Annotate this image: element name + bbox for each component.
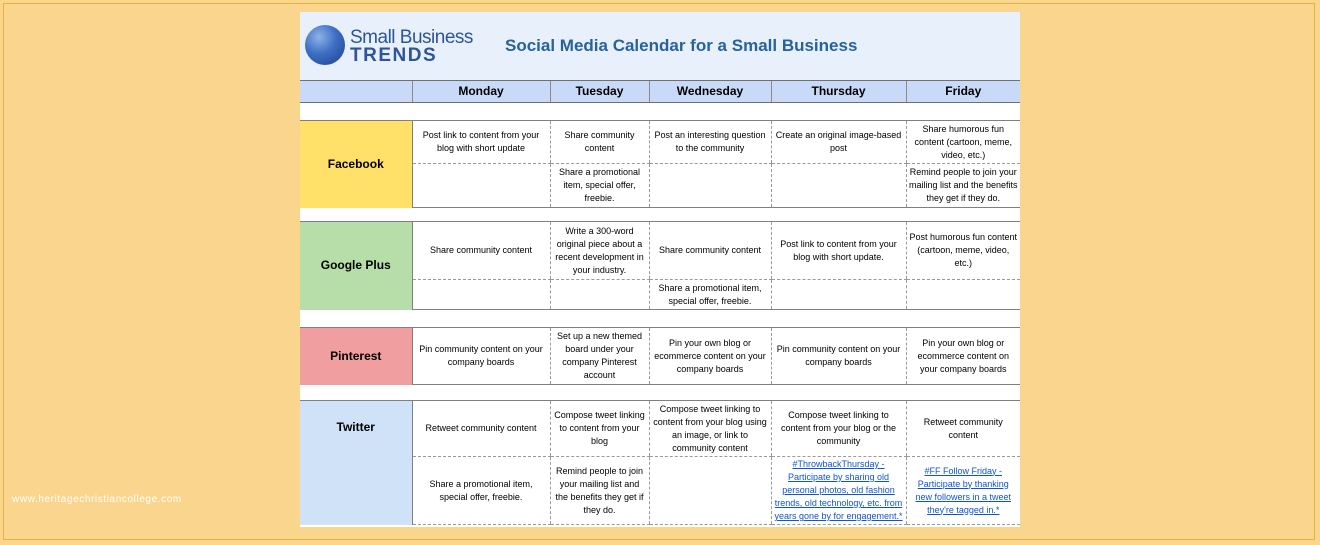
calendar-cell: Retweet community content	[906, 401, 1020, 457]
calendar-cell: Remind people to join your mailing list and the benefits they get if they do.	[550, 457, 649, 525]
globe-logo-icon	[305, 25, 345, 65]
twitter-row	[300, 401, 1020, 457]
calendar-cell: Post humorous fun content (cartoon, meme, video, etc.)	[906, 222, 1020, 280]
calendar-cell	[412, 164, 550, 208]
day-header: Thursday	[771, 81, 906, 103]
calendar-cell: Share community content	[550, 121, 649, 164]
watermark: www.heritagechristiancollege.com	[12, 494, 182, 505]
calendar-cell: Remind people to join your mailing list and the benefits they get if they do.	[906, 164, 1020, 208]
brand-subname: TRENDS	[350, 45, 438, 66]
calendar-cell	[550, 280, 649, 310]
calendar-cell: Pin your own blog or ecommerce content on your company boards	[649, 328, 771, 385]
brand-name: Small Business	[350, 27, 473, 48]
calendar-cell	[771, 164, 906, 208]
calendar-cell: Pin your own blog or ecommerce content on your company boards	[906, 328, 1020, 385]
calendar-cell: Compose tweet linking to content from your blog	[550, 401, 649, 457]
day-header: Wednesday	[649, 81, 771, 103]
calendar-cell: Compose tweet linking to content from your blog or the community	[771, 401, 906, 457]
calendar-cell: Retweet community content	[412, 401, 550, 457]
google-plus-label: Google Plus	[300, 222, 412, 310]
calendar-cell: Share humorous fun content (cartoon, meme, video, etc.)	[906, 121, 1020, 164]
spacer-row	[300, 208, 1020, 222]
calendar-cell: Share a promotional item, special offer, freebie.	[550, 164, 649, 208]
day-header: Friday	[906, 81, 1020, 103]
calendar-cell: Pin community content on your company boards	[771, 328, 906, 385]
calendar-cell	[649, 164, 771, 208]
facebook-row	[300, 121, 1020, 164]
calendar-cell: Compose tweet linking to content from your blog using an image, or link to community content	[649, 401, 771, 457]
calendar-sheet	[300, 12, 1020, 527]
calendar-cell: Write a 300-word original piece about a recent development in your industry.	[550, 222, 649, 280]
day-header-row	[300, 81, 1020, 103]
google-plus-row	[300, 222, 1020, 280]
pinterest-label: Pinterest	[300, 328, 412, 385]
calendar-cell: Post link to content from your blog with short update.	[771, 222, 906, 280]
page-title: Social Media Calendar for a Small Business	[505, 36, 858, 55]
pinterest-row	[300, 328, 1020, 385]
calendar-cell: Share a promotional item, special offer, freebie.	[649, 280, 771, 310]
calendar-cell	[649, 457, 771, 525]
calendar-cell	[771, 280, 906, 310]
calendar-cell: Pin community content on your company boards	[412, 328, 550, 385]
calendar-cell: Share a promotional item, special offer, freebie.	[412, 457, 550, 525]
day-header: Tuesday	[550, 81, 649, 103]
throwback-thursday-link[interactable]: #ThrowbackThursday - Participate by sharing old personal photos, old fashion trends, old technology, etc. from years gone by for engagement.*	[771, 457, 906, 525]
follow-friday-link[interactable]: #FF Follow Friday - Participate by thanking new followers in a tweet they're tagged in.*	[906, 457, 1020, 525]
calendar-cell: Share community content	[412, 222, 550, 280]
calendar-table	[300, 80, 1020, 525]
spacer-row	[300, 385, 1020, 401]
facebook-label: Facebook	[300, 121, 412, 208]
calendar-cell: Post link to content from your blog with short update	[412, 121, 550, 164]
calendar-cell	[906, 280, 1020, 310]
day-header: Monday	[412, 81, 550, 103]
calendar-cell: Create an original image-based post	[771, 121, 906, 164]
spacer-row	[300, 103, 1020, 121]
calendar-cell: Share community content	[649, 222, 771, 280]
corner-cell	[300, 81, 412, 103]
calendar-cell	[412, 280, 550, 310]
spacer-row	[300, 310, 1020, 328]
twitter-label: Twitter	[300, 401, 412, 525]
sheet-header	[300, 12, 1020, 80]
calendar-cell: Post an interesting question to the community	[649, 121, 771, 164]
calendar-cell: Set up a new themed board under your company Pinterest account	[550, 328, 649, 385]
